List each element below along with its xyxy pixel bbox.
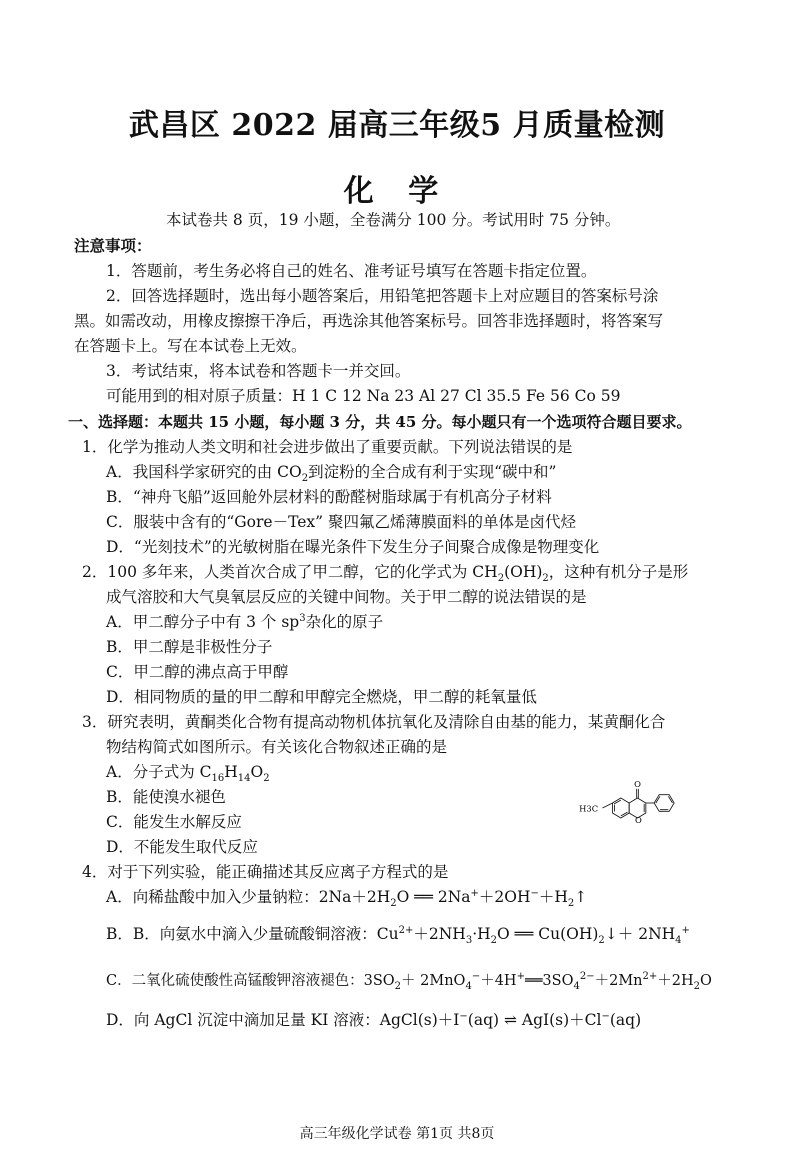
- q4-option-b: B．B．向氨水中滴入少量硫酸铜溶液：$Cu^{2+}+2NH_3\cdot H_2O$ ══ $Cu(OH)_2↓+ 2NH_4^+$: [106, 924, 690, 947]
- page-footer: 高三年级化学试卷 第1页 共8页: [299, 1126, 495, 1142]
- q4-option-a: A．向稀盐酸中加入少量钠粒：$2Na+2H_2O$ ══ $2Na^++2OH^-+H_2↑$: [106, 887, 588, 910]
- q1-option-c: C．服装中含有的“Gore－Tex” 聚四氟乙烯薄膜面料的单体是卤代烃: [106, 513, 576, 531]
- methyl-label: H3C: [579, 803, 599, 814]
- note-1: 1．答题前，考生务必将自己的姓名、准考证号填写在答题卡指定位置。: [106, 262, 597, 280]
- carbonyl-oxygen-label: O: [634, 779, 641, 790]
- q3-option-d: D．不能发生取代反应: [106, 838, 258, 856]
- note-2-line-3: 在答题卡上。写在本试卷上无效。: [74, 337, 307, 355]
- q2-option-c: C．甲二醇的沸点高于甲醇: [106, 663, 289, 681]
- section-1-heading: 一、选择题：本题共 15 小题，每小题 3 分，共 45 分。每小题只有一个选项符合题目要求。: [68, 413, 692, 431]
- atomic-mass-line: 可能用到的相对原子质量：H 1 C 12 Na 23 Al 27 Cl 35.5 Fe 56 Co 59: [106, 387, 621, 405]
- q2-stem-line-1: 2．100 多年来，人类首次合成了甲二醇，它的化学式为 $CH_2(OH)_2$，这种有机分子是形: [82, 563, 689, 585]
- subject-title: 化 学: [343, 174, 451, 209]
- q1-option-a: A．我国科学家研究的由 $CO_2$到淀粉的全合成有利于实现“碳中和”: [106, 463, 557, 485]
- q2-option-a: A．甲二醇分子中有 3 个 $sp^3$杂化的原子: [106, 612, 384, 631]
- note-2-line-2: 黑。如需改动，用橡皮擦擦干净后，再选涂其他答案标号。回答非选择题时，将答案写: [74, 312, 664, 330]
- q3-stem-line-2: 物结构简式如图所示。有关该化合物叙述正确的是: [106, 738, 448, 756]
- q3-option-b: B．能使溴水褪色: [106, 788, 226, 806]
- note-3: 3．考试结束，将本试卷和答题卡一并交回。: [106, 362, 411, 380]
- q1-option-b: B．“神舟飞船”返回舱外层材料的酚醛树脂球属于有机高分子材料: [106, 488, 552, 506]
- q2-option-d: D．相同物质的量的甲二醇和甲醇完全燃烧，甲二醇的耗氧量低: [106, 688, 537, 706]
- q3-stem-line-1: 3．研究表明，黄酮类化合物有提高动物机体抗氧化及清除自由基的能力，某黄酮化合: [82, 713, 666, 731]
- note-2-line-1: 2．回答选择题时，选出每小题答案后，用铅笔把答题卡上对应题目的答案标号涂: [106, 287, 659, 305]
- q1-option-d: D．“光刻技术”的光敏树脂在曝光条件下发生分子间聚合成像是物理变化: [106, 538, 600, 556]
- q3-option-a: A．分子式为 $C_{16}H_{14}O_2$: [106, 763, 270, 785]
- exam-info: 本试卷共 8 页，19 小题，全卷满分 100 分。考试用时 75 分钟。: [166, 211, 621, 229]
- q4-option-d: D．向 AgCl 沉淀中滴加足量 KI 溶液：AgCl(s)＋I−(aq) ⇌ AgI(s)＋Cl−(aq): [106, 1010, 642, 1029]
- q4-stem: 4．对于下列实验，能正确描述其反应离子方程式的是: [82, 863, 449, 881]
- page-title: 武昌区 2022 届高三年级5 月质量检测: [128, 108, 666, 143]
- q3-option-c: C．能发生水解反应: [106, 813, 242, 831]
- phenyl-ring: [654, 795, 674, 812]
- flavone-structure-diagram: [560, 778, 710, 828]
- q1-stem: 1．化学为推动人类文明和社会进步做出了重要贡献。下列说法错误的是: [82, 438, 573, 456]
- q2-stem-line-2: 成气溶胶和大气臭氧层反应的关键中间物。关于甲二醇的说法错误的是: [106, 588, 587, 606]
- ring-oxygen-label: O: [635, 815, 642, 825]
- notes-heading: 注意事项：: [74, 236, 152, 255]
- q4-option-c: C．二氧化硫使酸性高锰酸钾溶液褪色：$3SO_2+$ $2MnO_4^-+4H^+══3SO_4^{2-}+2Mn^{2+}+2H_2O$: [106, 971, 712, 992]
- q2-option-b: B．甲二醇是非极性分子: [106, 638, 273, 656]
